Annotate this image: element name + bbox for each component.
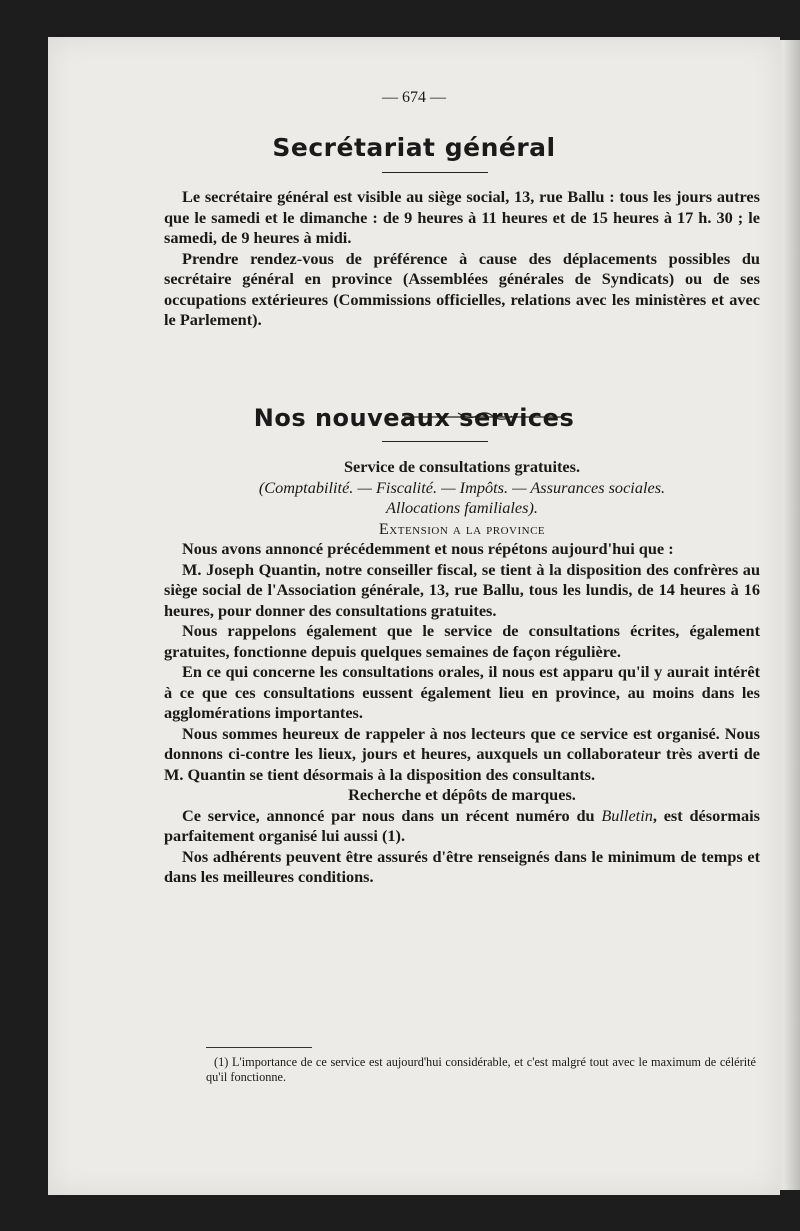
bulletin-title: Bulletin — [601, 805, 653, 825]
section-services-body — [164, 457, 760, 888]
paragraph: M. Joseph Quantin, notre conseiller fiscal, se tient à la disposition des confrères au siège social de l'Association générale, 13, rue Ballu, tous les lundis, de 14 heures à 16 heures, pour donner des consultations gratuites. — [164, 559, 760, 620]
footnote-rule — [206, 1047, 312, 1048]
paragraph: En ce qui concerne les consultations orales, il nous est apparu qu'il y aurait intérêt à ce que ces consultations eussent également lieu en province, au moins dans les agglomérations importantes. — [164, 662, 760, 722]
section-secretariat-body — [164, 187, 760, 331]
paragraph: Le secrétaire général est visible au siège social, 13, rue Ballu : tous les jours autres que le samedi et le dimanche : de 9 heures à 11 heures et de 15 heures à 17 h. 30 ; le samedi, de 9 heures à midi. — [164, 187, 760, 247]
paragraph: Nous avons annoncé précédemment et nous répétons aujourd'hui que : — [182, 539, 674, 558]
title-underline — [382, 172, 488, 173]
footnote: (1) L'importance de ce service est aujourd'hui considérable, et c'est malgré tout avec le maximum de célérité qu'il fonctionne. — [206, 1055, 756, 1084]
paragraph: Nous sommes heureux de rappeler à nos lecteurs que ce service est organisé. Nous donnons ci-contre les lieux, jours et heures, auxquels un collaborateur très averti de M. Quantin se tient désormais à la disposition des consultants. — [164, 723, 760, 784]
section-title-services: Nos nouveaux services — [253, 404, 575, 432]
paragraph-bulletin: Ce service, annoncé par nous dans un récent numéro du Bulletin, est désormais parfaitement organisé lui aussi (1). — [164, 805, 760, 845]
section-title-secretariat: Secrétariat général — [272, 133, 556, 162]
paragraph: Nos adhérents peuvent être assurés d'être renseignés dans le minimum de temps et dans les meilleures conditions. — [164, 846, 760, 886]
subheading-italic: (Comptabilité. — Fiscalité. — Impôts. — Assurances sociales. — [258, 477, 666, 497]
subheading: Service de consultations gratuites. — [343, 457, 581, 476]
subheading-italic: Allocations familiales). — [386, 498, 538, 517]
paragraph: Nous rappelons également que le service de consultations écrites, également gratuites, fonctionne depuis quelques semaines de façon régulière. — [164, 621, 760, 661]
page-number: — 674 — — [382, 89, 446, 106]
paragraph: Prendre rendez-vous de préférence à cause des déplacements possibles du secrétaire général en province (Assemblées générales de Syndicats) ou de ses occupations extérieures (Commissions officielles, relations avec les ministères et avec le Parlement). — [164, 248, 760, 329]
extension-heading: Extension a la province — [378, 518, 546, 538]
title-underline — [382, 441, 488, 442]
document-page — [48, 37, 780, 1195]
subheading: Recherche et dépôts de marques. — [348, 785, 576, 804]
